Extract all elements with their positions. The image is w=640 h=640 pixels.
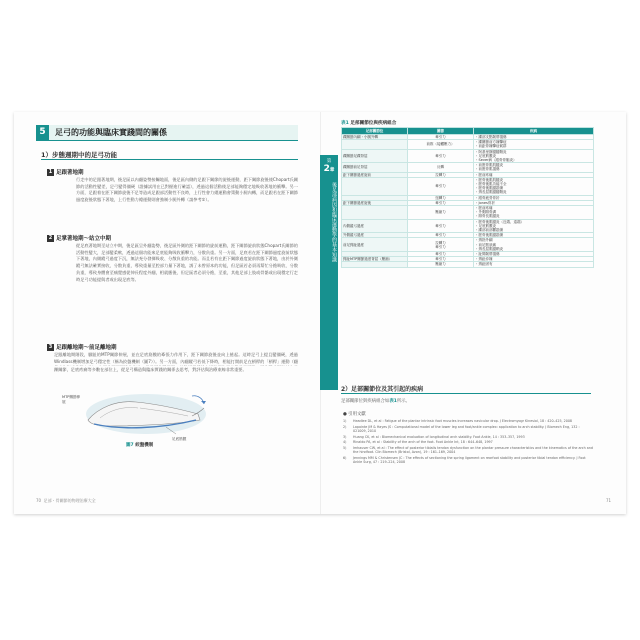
- table-cell-disease: ・前脛骨肌肌腱炎 ・前脛骨肌損傷: [474, 163, 594, 172]
- table-cell-joint: 扭轉力: [408, 195, 474, 200]
- table-header-disease: 疾病: [474, 128, 594, 135]
- chapter-tab-label: 第: [326, 159, 332, 164]
- table-cell-joint: 牽引力: [408, 135, 474, 140]
- table-cell-disease: ・脛骨後肌腱損傷: [474, 233, 594, 238]
- table-row: [342, 206, 594, 220]
- table-cell-disease: ・趾間韌帶損傷: [474, 252, 594, 257]
- phase-body-2: 從足底著地期至站立中期，後足區呈外翻姿勢，後足區外側的距下關節的旋前運動，距下關節旋前狀態Chopart氏關節的活動性變大，足部變柔軟，透過這個功能來足底能夠吸收衝擊力，分散負重。另一方面，足底若在距下關節過度旋前狀態下著地，內側縱弓過度下沉，無法充分發揮吸收、分散負重的功能。而且若有在距下關節過度旋前狀態下著地，由於外側縱弓無法確實接收，分散負重，導致重量至腔部力量下著地，誘了未曾原本的功能，但足區若必須再幫忙分擔吸收、分散負重，導致身體會至痛覺感從伸長程度外翻，相就應後，但足區者必須分擔，至重，其他足部上肢或骨骼或出現穩定行走時足弓功能提與者或出現足底等。: [76, 243, 298, 282]
- table-cell-disease: ・踝部支點韌帶損傷: [474, 135, 594, 140]
- reference-number: 3): [343, 434, 347, 439]
- left-page: [14, 112, 320, 514]
- table-header-row: [342, 128, 594, 135]
- table-cell-region: [342, 140, 408, 149]
- reference-number: 5): [343, 446, 347, 451]
- table-cell-region: 踝關節足踝背屈: [342, 149, 408, 163]
- reference-number: 6): [343, 456, 347, 461]
- subsection-rule: [41, 159, 298, 160]
- table-cell-region: [342, 206, 408, 220]
- table-cell-joint: 壓縮力: [408, 262, 474, 267]
- table-row: [342, 149, 594, 163]
- figure-caption: 圖7 絞盤機制: [126, 443, 154, 448]
- reference-text: Huang CK, et al : Biomechanical evaluation of longitudinal arch stability. Foot Ankle, 14 : 353–357, 1993: [353, 434, 525, 439]
- reference-item: [343, 440, 593, 444]
- table-cell-disease: ・拇趾固有: [474, 262, 594, 267]
- chapter-tab-number: 2章: [323, 164, 335, 174]
- book-spread: [14, 112, 626, 514]
- reference-item: [343, 456, 593, 465]
- reference-text: Lapointe JM & Hayes JS : Computational model of the lower leg and foot/ankle complex: application to arch stability. J Biomech Eng, 132 : 021009, 2010: [353, 424, 580, 433]
- references-title: ● 引用文獻: [343, 412, 366, 417]
- reference-text: Headlee DL, et al : Fatigue of the plantar intrinsic foot muscles increases navicular drop. J Electromyogr Kinesiol, 18 : 420–425, 2008: [353, 419, 573, 423]
- table-cell-joint: 牽引力: [408, 233, 474, 238]
- table-row: [342, 219, 594, 233]
- table-cell-joint: 牽引力: [408, 200, 474, 205]
- table-cell-region: 內側縱弓過度: [342, 219, 408, 233]
- table-cell-joint: 反轉: [408, 163, 474, 172]
- references-list: [343, 419, 593, 466]
- table-cell-joint: 牽引力: [408, 177, 474, 195]
- reference-item: [343, 446, 593, 455]
- table-cell-joint: 前推（接觸壓力）: [408, 140, 474, 149]
- phase-body-3: 足跟離地期階段，腳趾的MTP關節伸展，並在足底筋膜的牽張力作用下，距下關節旋後並向上捲起。這時足弓上提且變僵硬，透過Windlass機制增加足弓穩定性（稱為絞盤機制（圖7））。另一方面，內翻縱弓若低下降時，相能打開前足在槓桿的「槓桿」運動（翻: [54, 352, 298, 364]
- table-row: [342, 140, 594, 149]
- table-cell-joint: 壓縮力: [408, 206, 474, 220]
- reference-item: [343, 425, 593, 434]
- mtp-label: MTP關節伸展: [62, 395, 81, 404]
- subsection-title: 1）步態週期中的足弓功能: [41, 151, 118, 159]
- table-cell-disease: ・拇趾沖撞: [474, 257, 594, 262]
- table-cell-region: [342, 262, 408, 267]
- disease-table: [341, 127, 594, 268]
- table-row: [342, 163, 594, 172]
- table-cell-joint: 牽引力: [408, 252, 474, 257]
- closing-paragraph: 踝關節，足底疼痛等多數在部位上，從足弓構造與臨床實踐的關係去思考，對評估與治療束線非常重要。: [54, 367, 247, 372]
- table-title: 表1 足部關節位與疾病組合: [341, 121, 397, 126]
- table-row: [342, 177, 594, 195]
- table-cell-region: 踝關節內翻・小腿外轉: [342, 135, 408, 140]
- reference-text: Rinaldo PA, et al : Stability of the arch of the foot. Foot Ankle Int, 18 : 644–648, 1997: [353, 440, 493, 445]
- table-cell-joint: 牽引力: [408, 219, 474, 233]
- table-cell-joint: 牽引力: [408, 257, 474, 262]
- right-footer: 71: [606, 498, 612, 503]
- chapter-tab-text: 後足部病因和臨床運動學的基本知識: [331, 182, 337, 262]
- table-header-region: 足部關節位: [342, 128, 408, 135]
- section-title: 足弓的功能與臨床實踐間的關係: [55, 128, 167, 137]
- reference-item: [343, 435, 593, 439]
- fascia-label: 足底筋膜: [172, 437, 187, 441]
- phase-heading-2: 2 足掌著地期～站立中期: [48, 235, 112, 242]
- chapter-tab: [320, 155, 338, 390]
- reference-item: [343, 419, 593, 423]
- table-cell-region: [342, 177, 408, 195]
- table-row: [342, 238, 594, 252]
- reference-text: Imhauser CW, et al : The effect of posterior tibialis tendon dysfunction on the plantar pressure characteristics and the kinematics of the arch and the hindfoot. Clin Biomech (Bristol, Avon), 19 : 161–169, 2004: [353, 446, 593, 455]
- section-header: [36, 125, 298, 141]
- table-cell-disease: ・踝關節前方撞擊症 ・前距骨撞擊症候群: [474, 140, 594, 149]
- phase-heading-1: 1 足跟著地期: [48, 169, 84, 176]
- table-cell-joint: 牽引力: [408, 149, 474, 163]
- table-cell-disease: ・脛骨後肌腱炎（近端、遠端） ・足底筋膜炎 ・踝部前部髁損傷: [474, 219, 594, 233]
- section-2-title: 2）足部關節位及其引起的疾病: [341, 384, 591, 394]
- section-number: 5: [36, 125, 49, 140]
- table-cell-region: 外側縱弓過度: [342, 233, 408, 238]
- table-cell-disease: ・脛骨後肌肌腱炎 ・脛骨後肌功能不全 ・脛骨後肌腱損傷 ・拇長屈肌腱腱鞘炎: [474, 177, 594, 195]
- table-cell-joint: 拉轉力 牽引力: [408, 238, 474, 252]
- table-cell-region: 拇趾MTP關節過度背屈（壓縮）: [342, 257, 408, 262]
- phase-heading-3: 3 足跟離地期～前足離地期: [48, 344, 117, 351]
- section-2-text: 足部關節位與疾病組合如表1所示。: [341, 399, 410, 404]
- table-cell-joint: 拉轉力: [408, 172, 474, 177]
- reference-number: 4): [343, 440, 347, 445]
- windlass-figure: [80, 374, 212, 440]
- table-cell-region: 前足拇趾過度: [342, 238, 408, 252]
- reference-number: 1): [343, 419, 347, 423]
- table-header-joint: 關節: [408, 128, 474, 135]
- table-row: [342, 262, 594, 267]
- table-cell-disease: ・脛前疼痛 ・外側腓骨溝 ・腓骨長肌腱炎: [474, 206, 594, 220]
- left-footer: 70 足部・骨關節的物理治療大全: [36, 498, 96, 503]
- table-cell-disease: ・Jones骨折: [474, 200, 594, 205]
- phase-body-1: 行走中的足跟著地期，後足區以內翻姿勢接觸地面，後足區內側的足跟下關節的旋後運動，距下關節旋後使Chopart氏關節的活動性變差，足弓變得僵硬（證據試用在已對握進行確認），透過這個活動使足部能夠穩定地吸收著地的衝擊。另一方面，足跟着在距下關節旋後不足等造成足跟部活動性不良時，上行性會力總運動會策動小腿內轉，而足跟若在距下關節過度旋後狀態下著地，上行性動力總運動則會強制小腿外轉（請參考①）。: [76, 177, 298, 203]
- table-cell-region: 距下關節過度旋前: [342, 172, 408, 177]
- table-cell-disease: ・阿基里斯腱腱鞘炎 ・足底筋膜炎 ・Sever病（跟骨骨骺炎）: [474, 149, 594, 163]
- reference-text: Jennings MM & Christensen JC : The effects of sectioning the spring ligament on rearfoot stability and posterior tibial tendon efficiency. J Foot Ankle Surg, 47 : 219–224, 2008: [353, 456, 586, 465]
- right-page: [321, 112, 626, 514]
- table-cell-region: 距下關節過度旋後: [342, 200, 408, 205]
- table-cell-region: 踝關節前足背屈: [342, 163, 408, 172]
- table-cell-disease: ・跟骨疲勞骨折: [474, 195, 594, 200]
- table-cell-disease: ・拇指外翻 ・前足點狀痛 ・拇長屈肌腱鞘炎: [474, 238, 594, 252]
- table-cell-disease: ・脛前疼痛: [474, 172, 594, 177]
- reference-number: 2): [343, 424, 347, 429]
